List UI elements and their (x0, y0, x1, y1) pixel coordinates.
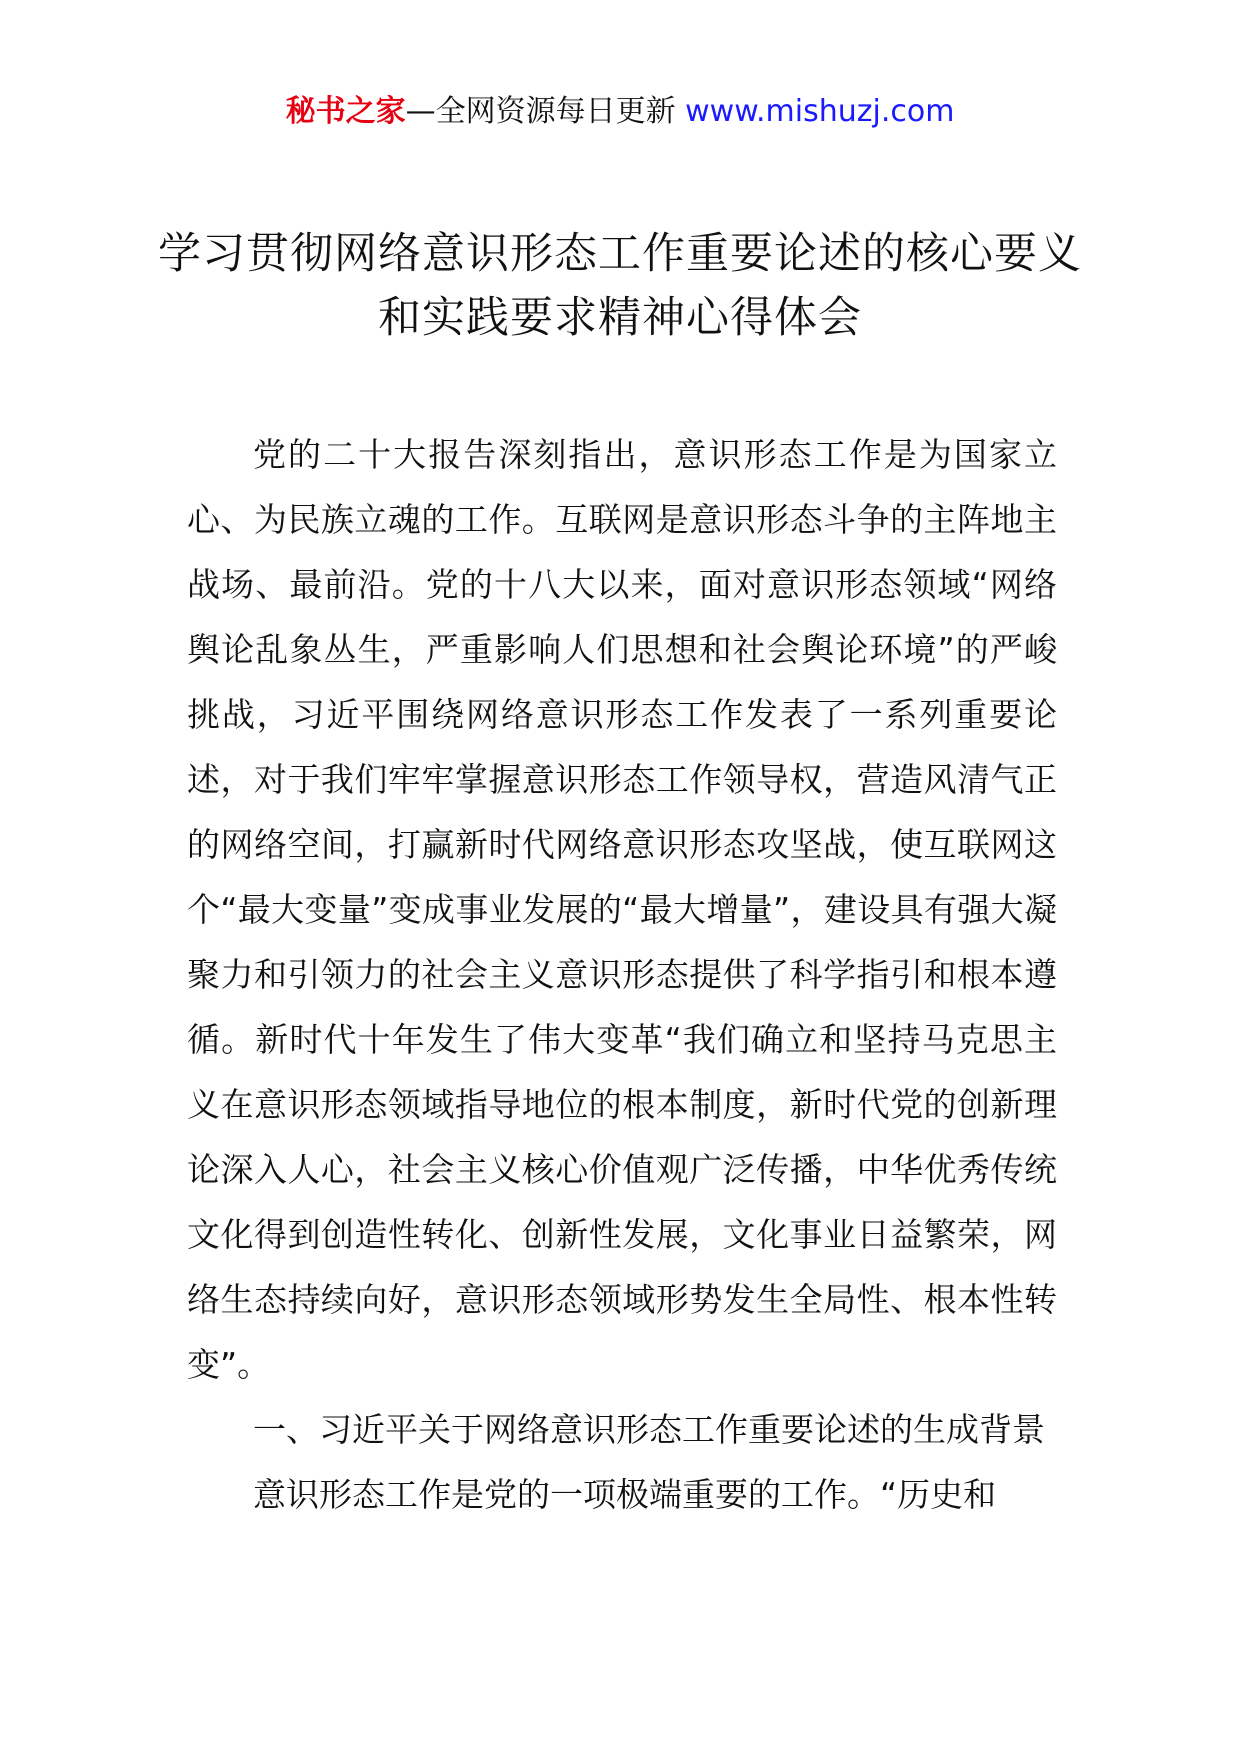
body-paragraph: 意识形态工作是党的一项极端重要的工作。“历史和 (253, 1475, 997, 1514)
section-heading: 一、习近平关于网络意识形态工作重要论述的生成背景 (253, 1410, 1045, 1449)
site-brand: 秘书之家 (285, 94, 406, 129)
document-title: 学习贯彻网络意识形态工作重要论述的核心要义和实践要求精神心得体会 (158, 229, 1082, 343)
site-header (0, 92, 1240, 132)
document-body (187, 422, 1057, 1527)
intro-paragraph: 党的二十大报告深刻指出，意识形态工作是为国家立心、为民族立魂的工作。互联网是意识形态斗争的主阵地主战场、最前沿。党的十八大以来，面对意识形态领域“网络舆论乱象丛生，严重影响人们思想和社会舆论环境”的严峻挑战，习近平围绕网络意识形态工作发表了一系列重要论述，对于我们牢牢掌握意识形态工作领导权，营造风清气正的网络空间，打赢新时代网络意识形态攻坚战，使互联网这个“最大变量”变成事业发展的“最大增量”，建设具有强大凝聚力和引领力的社会主义意识形态提供了科学指引和根本遵循。新时代十年发生了伟大变革“我们确立和坚持马克思主义在意识形态领域指导地位的根本制度，新时代党的创新理论深入人心，社会主义核心价值观广泛传播，中华优秀传统文化得到创造性转化、创新性发展，文化事业日益繁荣，网络生态持续向好，意识形态领域形势发生全局性、根本性转变”。 (187, 435, 1057, 1384)
site-url-link[interactable]: www.mishuzj.com (685, 94, 955, 129)
site-tagline: —全网资源每日更新 (405, 94, 686, 129)
